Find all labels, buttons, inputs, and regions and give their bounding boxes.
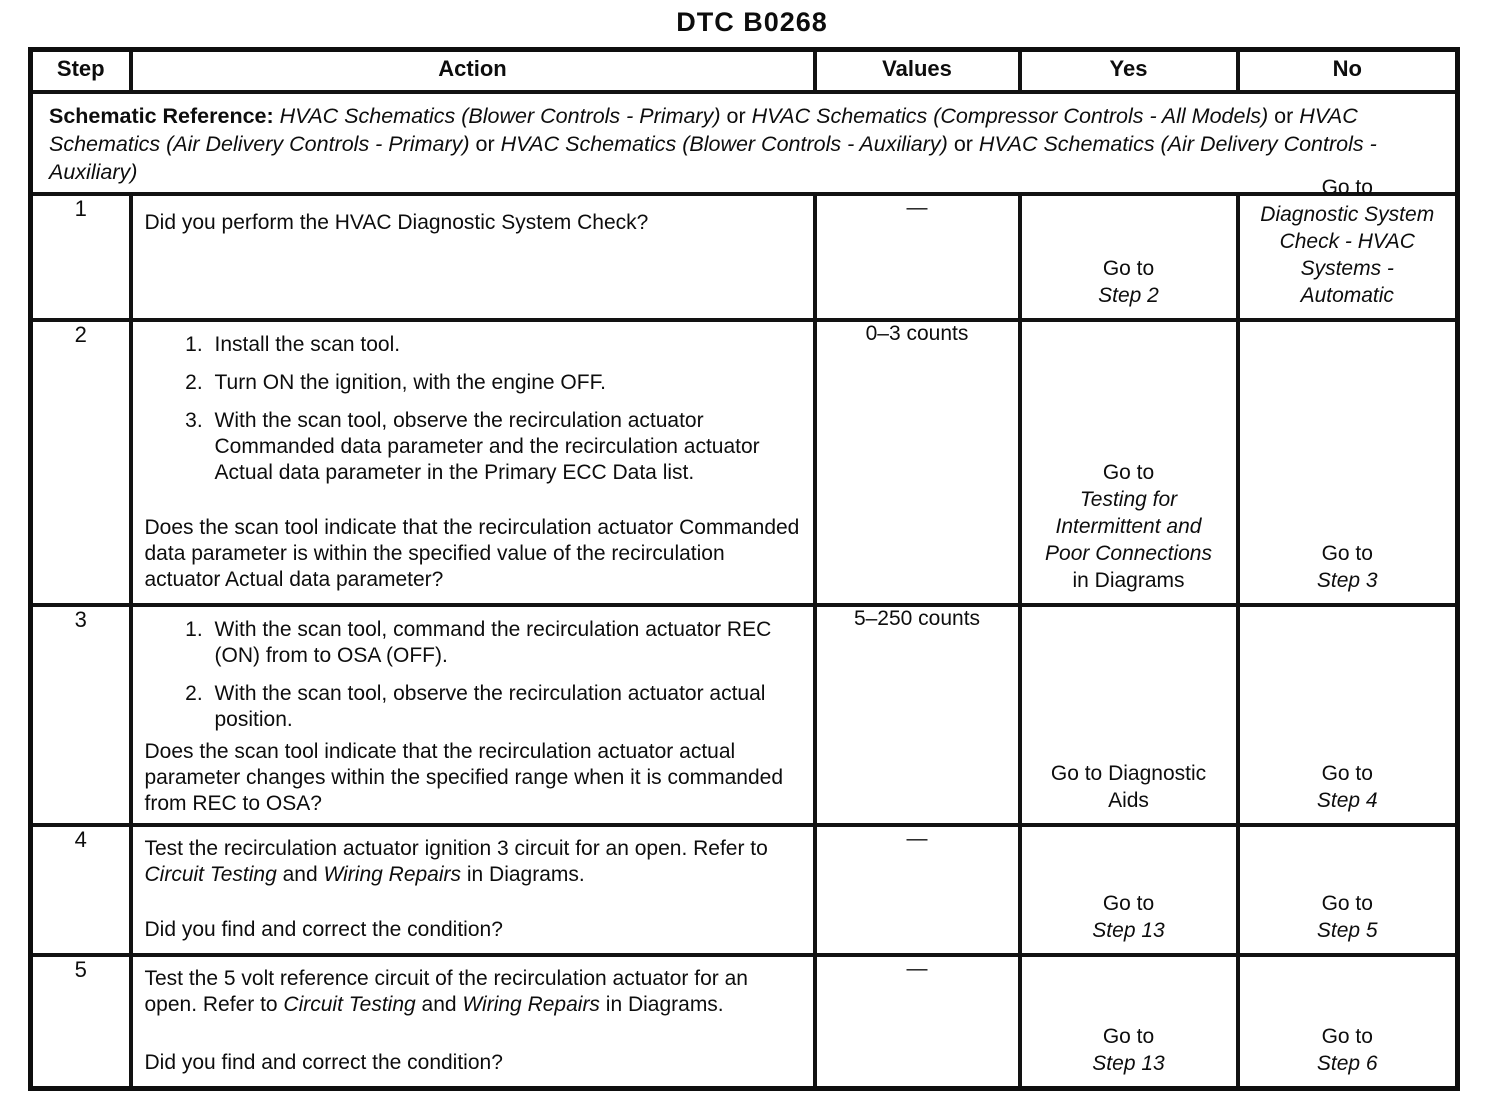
- column-header-step: Step: [31, 50, 131, 92]
- no-text: Go to Step 4: [1316, 761, 1378, 812]
- schematic-reference-row: [31, 92, 1458, 194]
- action-cell: [131, 955, 815, 1089]
- column-header-no: No: [1238, 50, 1458, 92]
- action-question: Did you find and correct the condition?: [144, 1050, 503, 1074]
- action-question: Did you perform the HVAC Diagnostic System Check?: [144, 210, 649, 234]
- values-cell: 5–250 counts: [815, 605, 1020, 825]
- yes-cell: [1020, 605, 1238, 825]
- table-header-row: [31, 50, 1458, 92]
- no-text: Go to Step 6: [1316, 1024, 1378, 1075]
- no-text: Go to Diagnostic System Check - HVAC Systems - Automatic: [1260, 175, 1435, 307]
- step-number: 2: [31, 320, 131, 605]
- diagnostic-table: [28, 47, 1460, 1091]
- values-cell: —: [815, 825, 1020, 955]
- step-number: 4: [31, 825, 131, 955]
- column-header-action: Action: [131, 50, 815, 92]
- no-cell: [1238, 605, 1458, 825]
- yes-cell: [1020, 825, 1238, 955]
- schematic-reference-text: Schematic Reference: HVAC Schematics (Blower Controls - Primary) or HVAC Schematics (Compressor Controls - All Models) or HVAC Schematics (Air Delivery Controls - Primary) or HVAC Schematics (Blower Controls - Auxiliary) or HVAC Schematics (Air Delivery Controls - Auxiliary): [31, 92, 1458, 194]
- table-row: [31, 320, 1458, 605]
- yes-text: Go to Testing for Intermittent and Poor Connections in Diagrams: [1045, 460, 1212, 592]
- action-list: 1. Install the scan tool. 2. Turn ON the ignition, with the engine OFF. 3. With the scan tool, observe the recirculation actuator Commanded data parameter and the recirculation actuator Actual data parameter in the Primary ECC Data list.: [145, 332, 801, 486]
- no-text: Go to Step 5: [1316, 891, 1378, 942]
- action-question: Did you find and correct the condition?: [144, 917, 503, 941]
- action-cell: [131, 825, 815, 955]
- column-header-yes: Yes: [1020, 50, 1238, 92]
- table-row: [31, 194, 1458, 320]
- action-question: Does the scan tool indicate that the recirculation actuator Commanded data parameter is within the specified value of the recirculation actuator Actual data parameter?: [144, 515, 800, 591]
- no-cell: [1238, 955, 1458, 1089]
- action-lead: Test the 5 volt reference circuit of the recirculation actuator for an open. Refer to Circuit Testing and Wiring Repairs in Diagrams.: [144, 966, 748, 1016]
- page-title: DTC B0268: [676, 7, 828, 37]
- yes-text: Go to Step 13: [1092, 891, 1165, 942]
- step-number: 3: [31, 605, 131, 825]
- table-row: [31, 825, 1458, 955]
- column-header-values: Values: [815, 50, 1020, 92]
- action-list: 1. With the scan tool, command the recirculation actuator REC (ON) from to OSA (OFF). 2. With the scan tool, observe the recirculation actuator actual position.: [145, 617, 801, 733]
- yes-text: Go to Step 13: [1092, 1024, 1165, 1075]
- no-cell: [1238, 320, 1458, 605]
- values-cell: —: [815, 955, 1020, 1089]
- yes-text: Go to Diagnostic Aids: [1050, 761, 1207, 812]
- action-question: Does the scan tool indicate that the recirculation actuator actual parameter changes within the specified range when it is commanded from REC to OSA?: [144, 739, 784, 815]
- no-cell: [1238, 175, 1458, 320]
- yes-cell: [1020, 320, 1238, 605]
- yes-cell: [1020, 194, 1238, 320]
- values-cell: —: [815, 194, 1020, 320]
- action-cell: [131, 194, 815, 320]
- action-cell: [131, 320, 815, 605]
- table-row: [31, 605, 1458, 825]
- step-number: 5: [31, 955, 131, 1089]
- table-row: [31, 955, 1458, 1089]
- step-number: 1: [31, 194, 131, 320]
- values-cell: 0–3 counts: [815, 320, 1020, 605]
- no-text: Go to Step 3: [1316, 541, 1378, 592]
- no-cell: [1238, 825, 1458, 955]
- action-lead: Test the recirculation actuator ignition 3 circuit for an open. Refer to Circuit Testing and Wiring Repairs in Diagrams.: [144, 836, 768, 886]
- yes-text: Go to Step 2: [1098, 256, 1159, 307]
- yes-cell: [1020, 955, 1238, 1089]
- action-cell: [131, 605, 815, 825]
